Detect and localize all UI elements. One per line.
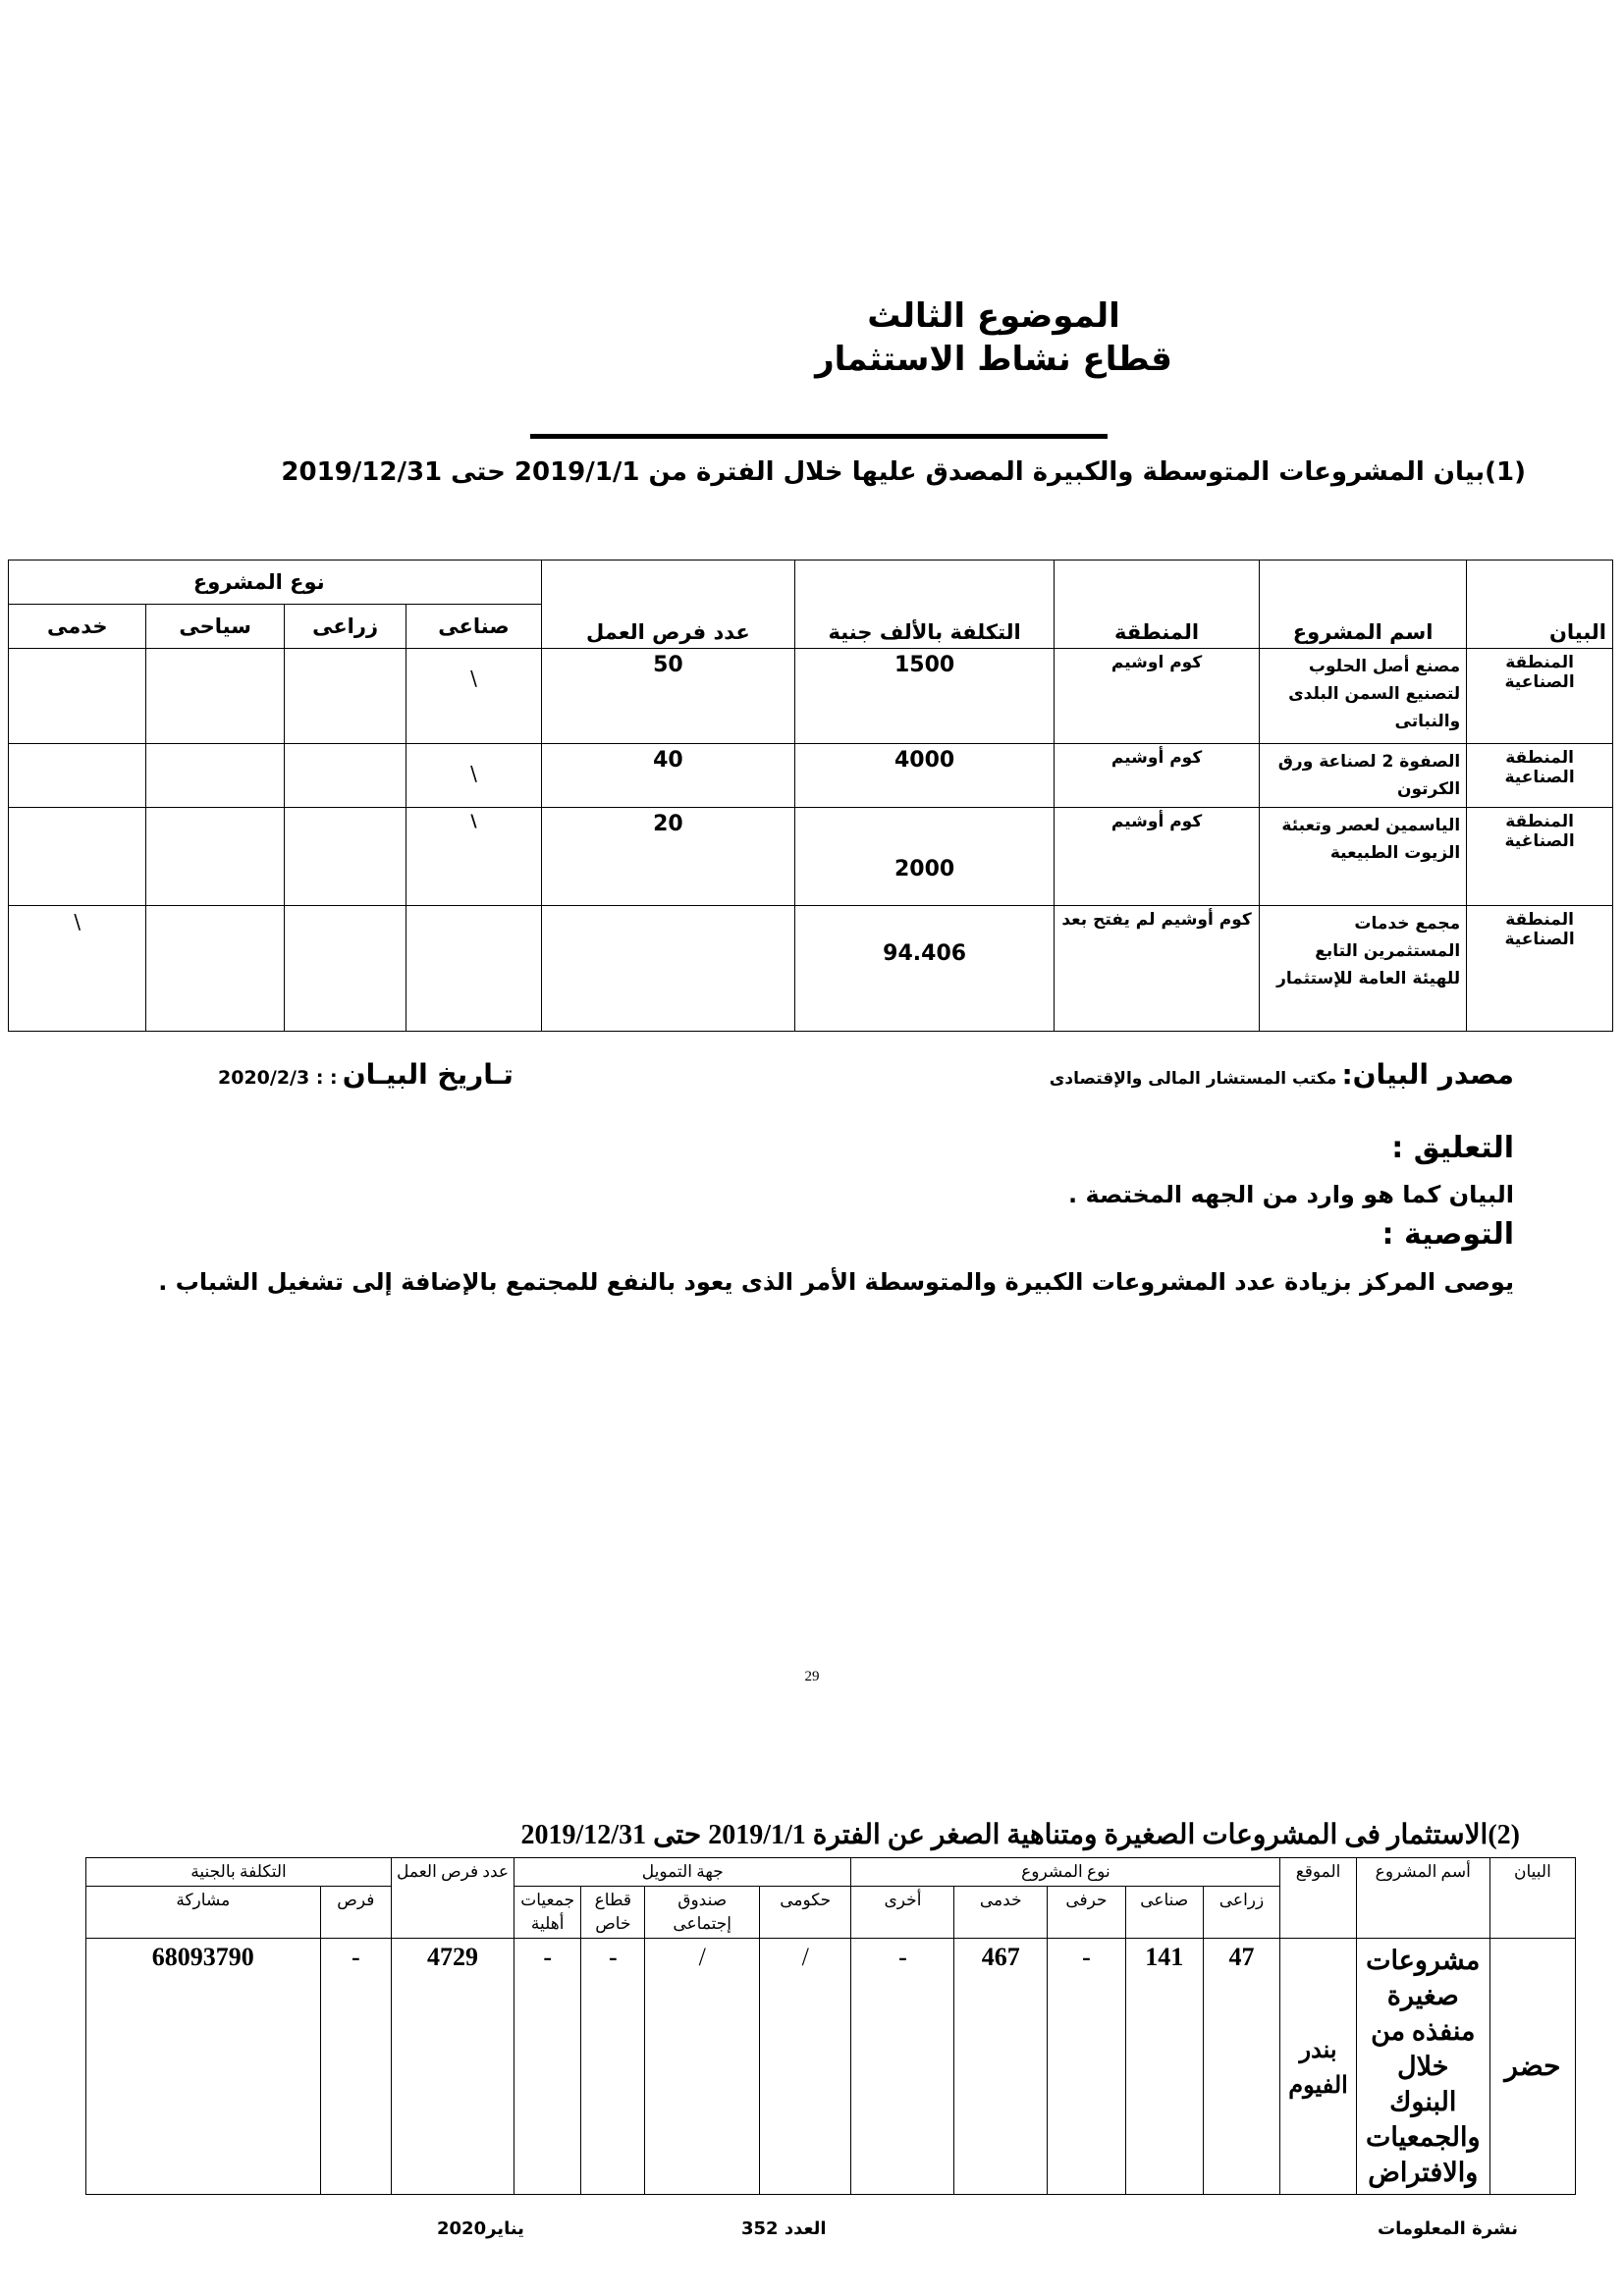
header-agricultural: زراعى [1203,1887,1280,1939]
cell-tourist [146,808,284,906]
check-mark: \ [470,762,477,785]
title-block [0,294,1624,381]
cell-tourist [146,649,284,744]
cell-project-name: مجمع خدمات المستثمرين التابع للهيئة العامة للإستثمار [1260,906,1467,1032]
header-region: المنطقة [1055,561,1260,649]
header-statement: البيان [1489,1858,1575,1939]
comment-text: البيان كما هو وارد من الجهه المختصة . [1068,1181,1514,1208]
cell-project-name: مشروعات صغيرة منفذه من خلال البنوك والجمعيات والافتراض [1356,1939,1489,2195]
cell-statement: المنطقة الصناعية [1467,649,1613,744]
cell-ngos: - [514,1939,581,2195]
cell-project-name: الصفوة 2 لصناعة ورق الكرتون [1260,744,1467,808]
header-industrial: صناعى [406,605,541,649]
cell-industrial: \ [406,808,541,906]
cell-service [9,649,146,744]
cell-jobs: 40 [541,744,795,808]
header-craft: حرفى [1048,1887,1126,1939]
header-jobs: عدد فرص العمل [392,1858,514,1939]
cell-location: بندر الفيوم [1280,1939,1356,2195]
header-funding: جهة التمويل [514,1858,851,1887]
cell-cost: 4000 [795,744,1055,808]
comment-heading: التعليق : [1391,1131,1514,1165]
cell-tourist [146,906,284,1032]
medium-large-projects-table [8,560,1613,1032]
cell-jobs: 20 [541,808,795,906]
cell-project-name: الياسمين لعصر وتعبئة الزيوت الطبيعية [1260,808,1467,906]
data-date [218,1058,514,1091]
cell-statement: حضر [1489,1939,1575,2195]
sector-title: قطاع نشاط الاستثمار [815,340,1172,379]
page-number: 29 [804,1669,820,1684]
header-jobs: عدد فرص العمل [541,561,795,649]
cell-region: كوم أوشيم [1055,744,1260,808]
header-opportunities: فرص [320,1887,391,1939]
cell-agricultural [284,649,406,744]
header-project-name: أسم المشروع [1356,1858,1489,1939]
cell-tourist [146,744,284,808]
header-private-sector: قطاع خاص [581,1887,645,1939]
header-project-type: نوع المشروع [851,1858,1280,1887]
header-participation: مشاركة [86,1887,321,1939]
source-label: مصدر البيان: [1341,1058,1514,1091]
cell-jobs: 4729 [392,1939,514,2195]
cell-service: 467 [954,1939,1048,2195]
table-row [9,808,1613,906]
cell-cost: 94.406 [795,906,1055,1032]
cell-statement: المنطقة الصناغية [1467,808,1613,906]
header-industrial: صناعى [1125,1887,1203,1939]
small-projects-table [85,1857,1576,2195]
cell-cost: 2000 [795,808,1055,906]
cell-cost: 1500 [795,649,1055,744]
header-location: الموقع [1280,1858,1356,1939]
date-label: تـاريخ البيـان [342,1058,514,1091]
source-value: مكتب المستشار المالى والإقتصادى [1049,1069,1337,1089]
table-row [9,906,1613,1032]
header-project-type: نوع المشروع [9,561,542,605]
cell-industrial [406,744,541,808]
cell-agricultural [284,906,406,1032]
title-underline [530,434,1108,439]
cell-region: كوم اوشيم [1055,649,1260,744]
cell-other: - [851,1939,954,2195]
cell-private-sector: - [581,1939,645,2195]
cell-project-name: مصنع أصل الحلوب لتصنيع السمن البلدى والنباتى [1260,649,1467,744]
check-mark: \ [470,667,477,690]
header-social-fund: صندوق إجتماعى [645,1887,760,1939]
table-row [86,1939,1576,2195]
cell-region: كوم أوشيم لم يفتح بعد [1055,906,1260,1032]
data-source [1050,1058,1514,1091]
cell-governmental: / [759,1939,850,2195]
cell-service [9,744,146,808]
header-project-name: اسم المشروع [1260,561,1467,649]
section1-title: (1)بيان المشروعات المتوسطة والكبيرة المصدق عليها خلال الفترة من 2019/1/1 حتى 2019/12/31 [281,457,1526,487]
table-row [9,744,1613,808]
cell-industrial [406,649,541,744]
cell-jobs [541,906,795,1032]
cell-agricultural: 47 [1203,1939,1280,2195]
header-governmental: حكومى [759,1887,850,1939]
cell-statement: المنطقة الصناعية [1467,744,1613,808]
header-cost: التكلفة بالألف جنية [795,561,1055,649]
recommendation-heading: التوصية : [1381,1217,1514,1252]
header-other: أخرى [851,1887,954,1939]
cell-craft: - [1048,1939,1126,2195]
cell-region: كوم أوشيم [1055,808,1260,906]
cell-social-fund: / [645,1939,760,2195]
cell-jobs: 50 [541,649,795,744]
header-statement: البيان [1467,561,1613,649]
cell-industrial: 141 [1125,1939,1203,2195]
cell-industrial [406,906,541,1032]
header-service: خدمى [9,605,146,649]
header-tourist: سياحى [146,605,284,649]
cell-service [9,808,146,906]
cell-agricultural [284,744,406,808]
header-service: خدمى [954,1887,1048,1939]
cell-agricultural [284,808,406,906]
date-value: : : 2020/2/3 [218,1067,338,1089]
header-cost: التكلفة بالجنية [86,1858,392,1887]
cell-opportunities: - [320,1939,391,2195]
section2-title: (2)الاستثمار فى المشروعات الصغيرة ومتناهية الصغر عن الفترة 2019/1/1 حتى 2019/12/31 [520,1820,1520,1850]
table-row [9,649,1613,744]
topic-title: الموضوع الثالث [867,296,1120,336]
header-ngos: جمعيات أهلية [514,1887,581,1939]
footer-publication: نشرة المعلومات [1378,2218,1518,2239]
header-agricultural: زراعى [284,605,406,649]
footer-date: يناير2020 [437,2218,524,2239]
cell-service: \ [9,906,146,1032]
cell-statement: المنطقة الصناعية [1467,906,1613,1032]
footer-issue: العدد 352 [741,2218,827,2239]
recommendation-text: يوصى المركز بزيادة عدد المشروعات الكبيرة والمتوسطة الأمر الذى يعود بالنفع للمجتمع بالإضافة إلى تشغيل الشباب . [158,1268,1514,1296]
cell-participation: 68093790 [86,1939,321,2195]
